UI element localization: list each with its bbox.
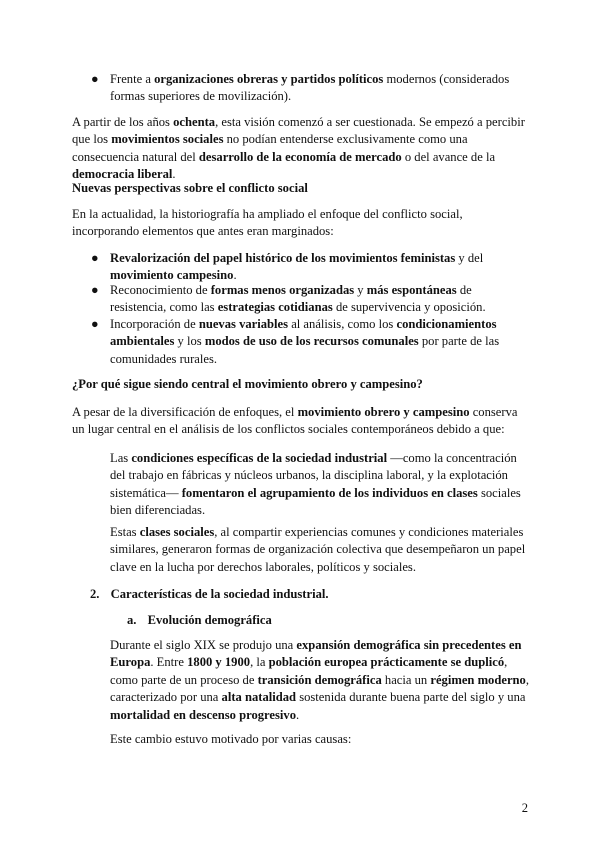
paragraph: Este cambio estuvo motivado por varias causas: (110, 732, 352, 746)
paragraph: A partir de los años ochenta, esta visión comenzó a ser cuestionada. Se empezó a percibir que los movimientos sociales no podían entenderse exclusivamente como una consecuencia natural del desarrollo de la economía de mercado o del avance de la democracia liberal. (72, 115, 525, 182)
list-item: ● Incorporación de nuevas variables al análisis, como los condicionamientos ambientales y los modos de uso de los recursos comunales por parte de las comunidades rurales. (91, 317, 500, 366)
paragraph: A pesar de la diversificación de enfoques, el movimiento obrero y campesino conserva un lugar central en el análisis de los conflictos sociales contemporáneos debido a que: (72, 405, 518, 437)
paragraph: Durante el siglo XIX se produjo una expansión demográfica sin precedentes en Europa. Entre 1800 y 1900, la población europea prácticamente se duplicó, como parte de un proceso de transición demográfica hacia un régimen moderno, caracterizado por una alta natalidad sostenida durante buena parte del siglo y una mortalidad en descenso progresivo. (110, 638, 529, 722)
page-number: 2 (521, 801, 528, 815)
indented-paragraph: Estas clases sociales, al compartir experiencias comunes y condiciones materiales similares, generaron formas de organización colectiva que desempeñaron un papel clave en la lucha por derechos laborales, políticos y sociales. (110, 525, 526, 574)
bullet-icon: ● (91, 283, 99, 297)
paragraph: En la actualidad, la historiografía ha ampliado el enfoque del conflicto social, incorporando elementos que antes eran marginados: (72, 207, 463, 239)
bullet-icon: ● (91, 251, 99, 265)
numbered-heading (90, 586, 530, 603)
list-item: ● Frente a organizaciones obreras y partidos políticos modernos (considerados formas superiores de movilización). (91, 72, 510, 104)
bullet-icon: ● (91, 72, 99, 86)
subheading (127, 612, 527, 629)
heading-number: 2. (90, 587, 100, 601)
subheading-title: Evolución demográfica (147, 613, 272, 627)
list-item: ● Reconocimiento de formas menos organizadas y más espontáneas de resistencia, como las estrategias cotidianas de supervivencia y oposición. (91, 283, 486, 315)
section-heading: Nuevas perspectivas sobre el conflicto social (72, 181, 308, 195)
list-item: ● Revalorización del papel histórico de los movimientos feministas y del movimiento campesino. (91, 251, 484, 283)
indented-paragraph: Las condiciones específicas de la sociedad industrial —como la concentración del trabajo en fábricas y núcleos urbanos, la disciplina laboral, y la explotación sistemática— fomentaron el agrupamiento de los individuos en clases sociales bien diferenciadas. (110, 451, 521, 518)
subheading-letter: a. (127, 613, 137, 627)
section-heading: ¿Por qué sigue siendo central el movimiento obrero y campesino? (72, 377, 423, 391)
bullet-icon: ● (91, 317, 99, 331)
heading-title: Características de la sociedad industrial. (110, 587, 329, 601)
